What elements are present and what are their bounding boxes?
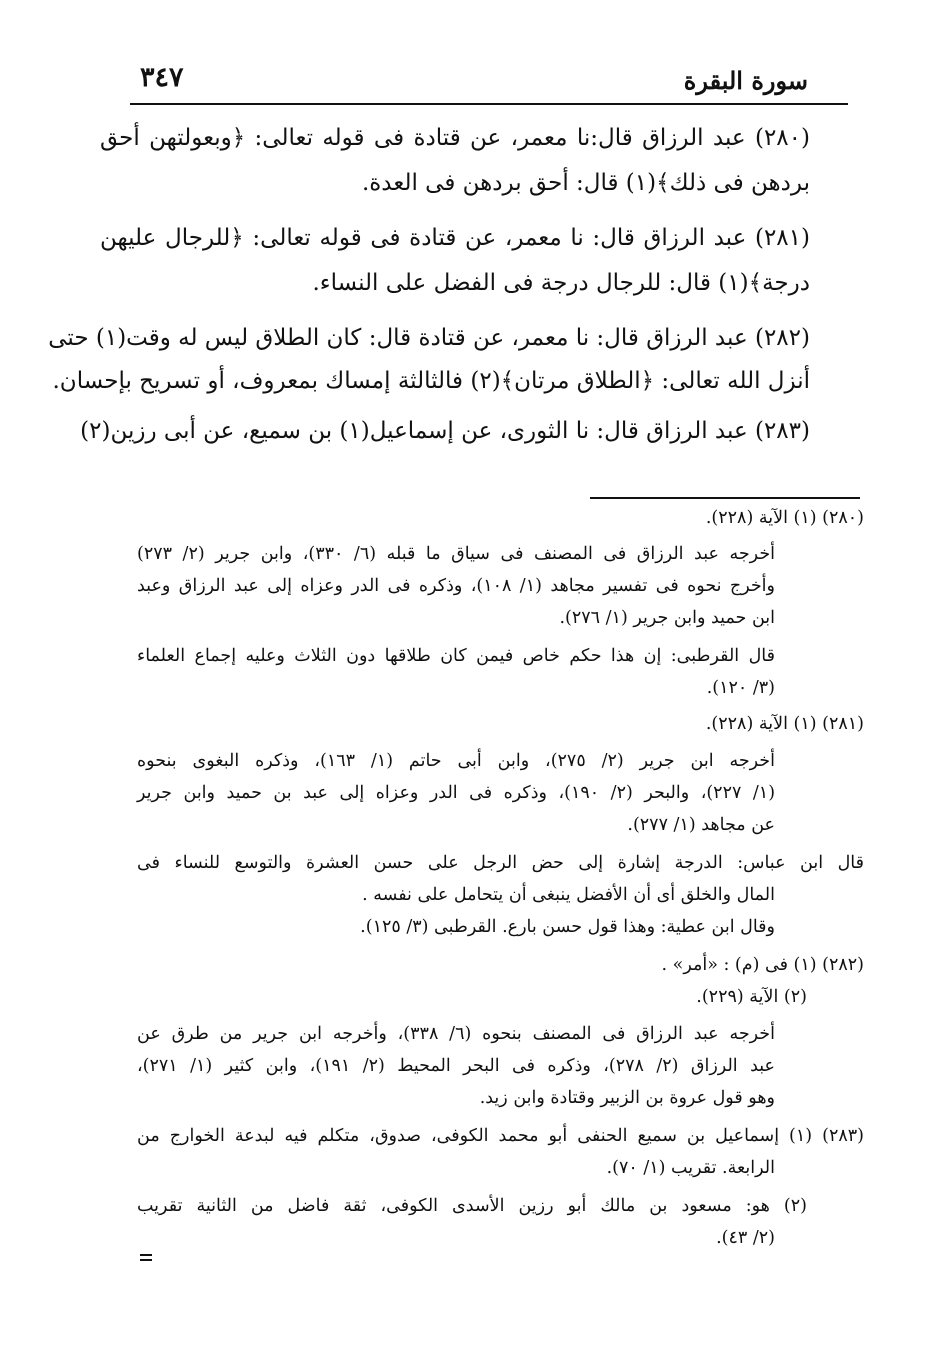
footnote-line: عبد الرزاق (٢/ ٢٧٨)، وذكره فى البحر المحيط (٢/ ١٩١)، وابن كثير (١/ ٢٧١)، — [137, 1056, 775, 1076]
footnote-line: (٢/ ٤٣). — [716, 1228, 775, 1248]
footnote-label: (٢٨٠) (١) الآية (٢٢٨). — [705, 508, 864, 528]
footnote-line: وهو قول عروة بن الزبير وقتادة وابن زيد. — [479, 1088, 775, 1108]
footnote-line: قال ابن عباس: الدرجة إشارة إلى حض الرجل على حسن العشرة والتوسع للنساء فى — [137, 853, 864, 873]
footnote-line: أخرجه ابن جرير (٢/ ٢٧٥)، وابن أبى حاتم (١/ ١٦٣)، وذكره البغوى بنحوه — [137, 751, 775, 771]
body-line: (٢٨٠) عبد الرزاق قال:نا معمر، عن قتادة فى قوله تعالى: ﴿وبعولتهن أحق — [100, 125, 810, 151]
footnote-line: أخرجه عبد الرزاق فى المصنف فى سياق ما قبله (٦/ ٣٣٠)، وابن جرير (٢/ ٢٧٣) — [137, 544, 776, 564]
footnote-line: قال القرطبى: إن هذا حكم خاص فيمن كان طلاقها دون الثلاث وعليه إجماع العلماء — [137, 646, 775, 666]
body-line: درجة﴾(١) قال: للرجال درجة فى الفضل على النساء. — [312, 270, 810, 296]
footnote-line: (١/ ٢٢٧)، والبحر (٢/ ١٩٠)، وذكره فى الدر وعزاه إلى عبد بن حميد وابن جرير — [137, 783, 776, 803]
footnote-line: ابن حميد وابن جرير (١/ ٢٧٦). — [559, 608, 775, 628]
footnote-line: عن مجاهد (١/ ٢٧٧). — [627, 815, 775, 835]
footnote-label: (٢٨١) (١) الآية (٢٢٨). — [705, 714, 864, 734]
header-divider — [130, 103, 848, 105]
body-line: (٢٨٣) عبد الرزاق قال: نا الثورى، عن إسماعيل(١) بن سميع، عن أبى رزين(٢) — [80, 418, 810, 444]
footnote-line: أخرجه عبد الرزاق فى المصنف بنحوه (٦/ ٣٣٨)، وأخرجه ابن جرير من طرق عن — [137, 1024, 775, 1044]
end-mark — [140, 1254, 152, 1261]
footnote-line: (٢٨٣) (١) إسماعيل بن سميع الحنفى أبو محمد الكوفى، صدوق، متكلم فيه لبدعة الخوارج من — [137, 1126, 864, 1146]
footnote-line: الرابعة. تقريب (١/ ٧٠). — [606, 1158, 775, 1178]
footnote-label: (٢) الآية (٢٢٩). — [696, 987, 807, 1007]
body-line: (٢٨٢) عبد الرزاق قال: نا معمر، عن قتادة قال: كان الطلاق ليس له وقت(١) حتى — [48, 325, 810, 351]
surah-title: سورة البقرة — [683, 66, 808, 95]
body-line: (٢٨١) عبد الرزاق قال: نا معمر، عن قتادة فى قوله تعالى: ﴿للرجال عليهن — [100, 225, 810, 251]
footnote-label: (٢٨٢) (١) فى (م) : «أمر» . — [661, 955, 864, 975]
page-number: ٣٤٧ — [140, 62, 184, 93]
body-line: أنزل الله تعالى: ﴿الطلاق مرتان﴾(٢) فالثالثة إمساك بمعروف، أو تسريح بإحسان. — [52, 368, 810, 394]
footnote-line: المال والخلق أى أن الأفضل ينبغى أن يتحامل على نفسه . — [362, 885, 775, 905]
footnote-line: وقال ابن عطية: وهذا قول حسن بارع. القرطبى (٣/ ١٢٥). — [360, 917, 775, 937]
footnote-line: وأخرج نحوه فى تفسير مجاهد (١/ ١٠٨)، وذكره فى الدر وعزاه إلى عبد الرزاق وعبد — [137, 576, 775, 596]
body-line: بردهن فى ذلك﴾(١) قال: أحق بردهن فى العدة. — [361, 170, 810, 196]
footnote-line: (٢) هو: مسعود بن مالك أبو رزين الأسدى الكوفى، ثقة فاضل من الثانية تقريب — [137, 1196, 807, 1216]
footnote-separator — [590, 497, 860, 499]
footnote-line: (٣/ ١٢٠). — [706, 678, 775, 698]
